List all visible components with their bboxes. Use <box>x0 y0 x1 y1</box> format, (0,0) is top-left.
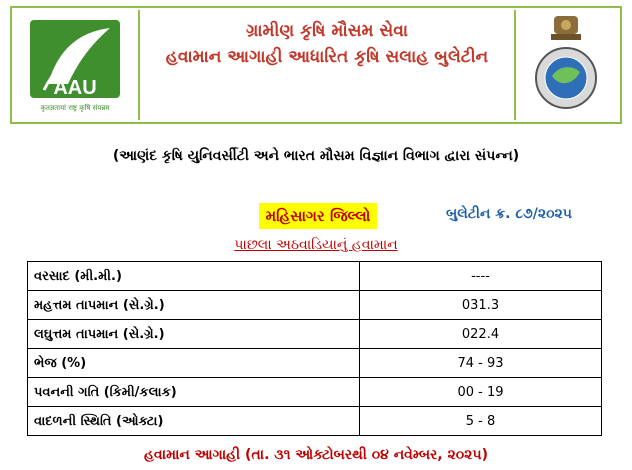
bulletin-number: બુલેટીન ક્ર. ૮૭/૨૦૨૫ <box>446 206 572 222</box>
bulletin-header <box>10 6 622 124</box>
value-rainfall: ---- <box>360 262 602 291</box>
aau-logo <box>14 10 140 120</box>
header-title-line1: ગ્રામીણ કૃષિ મૌસમ સેવા <box>245 21 409 41</box>
param-humidity: ભેજ (%) <box>28 349 360 378</box>
table-row <box>28 349 602 378</box>
table-row <box>28 262 602 291</box>
imd-emblem <box>514 10 618 120</box>
header-title-line2: હવામાન આગાહી આધારિત કૃષિ સલાહ બુલેટીન <box>165 47 489 67</box>
subtitle: (આણંદ કૃષિ યુનિવર્સીટી અને ભારત મૌસમ વિજ્ઞાન વિભાગ દ્વારા સંપન્ન) <box>112 148 520 164</box>
imd-seal-icon <box>536 48 596 108</box>
table-row <box>28 320 602 349</box>
value-max-temp: 031.3 <box>360 291 602 320</box>
lion-capital-icon <box>551 16 581 40</box>
table-row <box>28 378 602 407</box>
aau-logo-graphic <box>14 10 136 116</box>
param-wind-speed: પવનની ગતિ (કિમી/કલાક) <box>28 378 360 407</box>
value-min-temp: 022.4 <box>360 320 602 349</box>
aau-logo-text: AAU <box>53 77 97 99</box>
imd-emblem-graphic <box>516 10 616 116</box>
forecast-title: હવામાન આગાહી (તા. ૩૧ ઓક્ટોબરથી ૦૪ નવેમ્બર, ૨૦૨૫) <box>143 447 489 463</box>
param-max-temp: મહત્તમ તાપમાન (સે.ગ્રે.) <box>28 291 360 320</box>
table-row <box>28 407 602 436</box>
value-cloud-cover: 5 - 8 <box>360 407 602 436</box>
past-week-title: પાછલા અઠવાડિયાનું હવામાન <box>234 237 398 253</box>
param-min-temp: લઘુત્તમ તાપમાન (સે.ગ્રે.) <box>28 320 360 349</box>
aau-logo-tagline: कृतज्ञतायां राष्ट्र कृषि संपन्नम <box>40 104 110 112</box>
header-title <box>142 18 512 70</box>
param-cloud-cover: વાદળની સ્થિતિ (ઓક્ટા) <box>28 407 360 436</box>
value-wind-speed: 00 - 19 <box>360 378 602 407</box>
district-label: મહિસાગર જિલ્લો <box>259 203 377 229</box>
param-rainfall: વરસાદ (મી.મી.) <box>28 262 360 291</box>
weather-table <box>27 261 602 436</box>
value-humidity: 74 - 93 <box>360 349 602 378</box>
table-row <box>28 291 602 320</box>
